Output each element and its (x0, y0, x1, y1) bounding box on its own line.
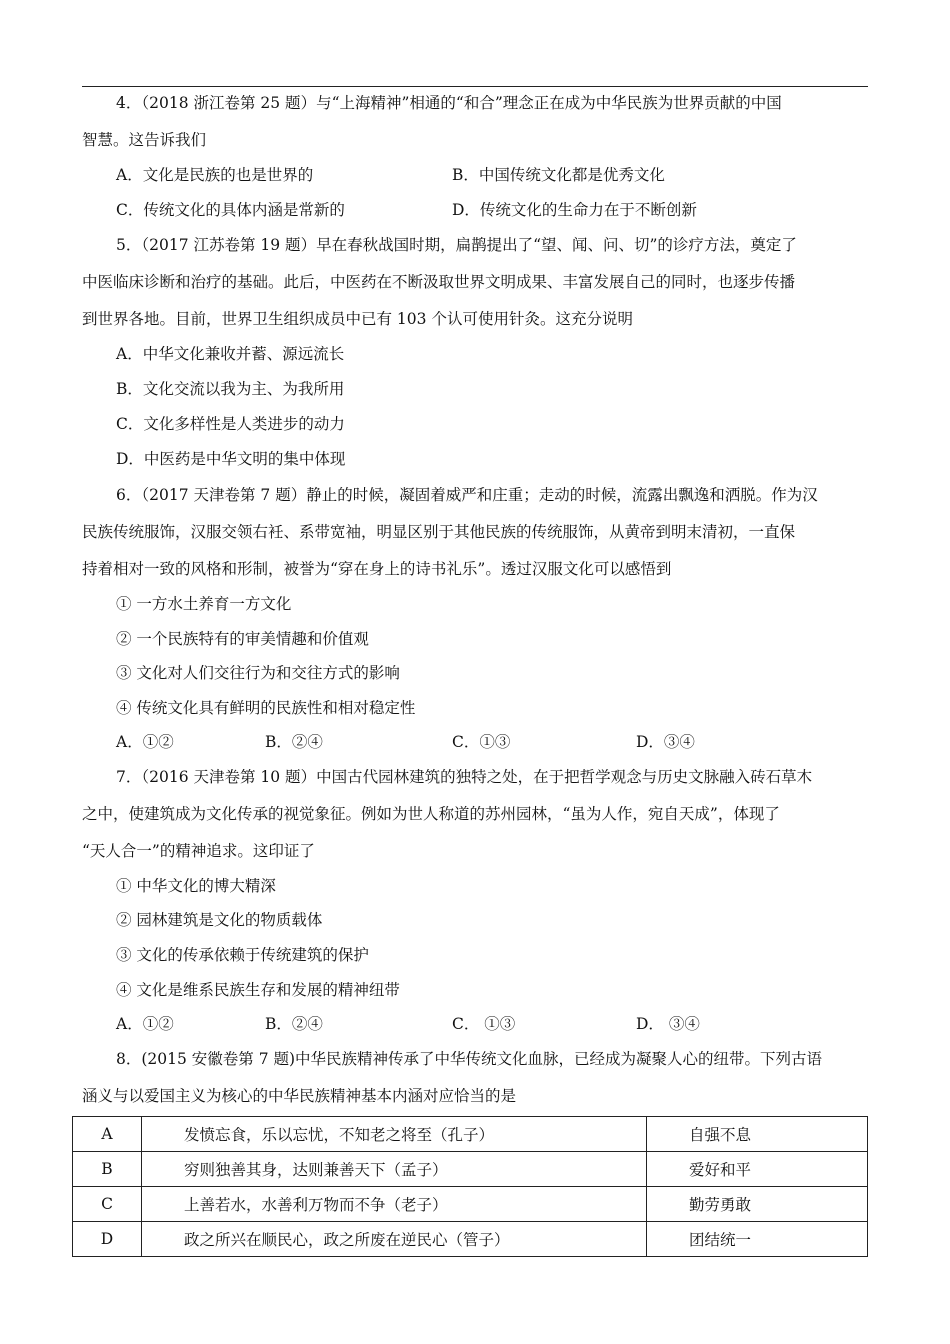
q6-statement-4: ④ 传统文化具有鲜明的民族性和相对稳定性 (116, 699, 416, 717)
q5-option-b[interactable]: B．文化交流以我为主、为我所用 (116, 380, 345, 398)
row-label: D (73, 1222, 142, 1257)
q7-stem-line2: 之中，使建筑成为文化传承的视觉象征。例如为世人称道的苏州园林，“虽为人作，宛自天成”，体现了 (82, 805, 780, 823)
q8-stem-line2: 涵义与以爱国主义为核心的中华民族精神基本内涵对应恰当的是 (82, 1087, 517, 1105)
q5-stem-line2: 中医临床诊断和治疗的基础。此后，中医药在不断汲取世界文明成果、丰富发展自己的同时，也逐步传播 (82, 273, 796, 291)
table-row[interactable] (73, 1187, 868, 1222)
q5-option-c[interactable]: C．文化多样性是人类进步的动力 (116, 415, 345, 433)
q6-stem-line1: 6．（2017 天津卷第 7 题）静止的时候，凝固着威严和庄重；走动的时候，流露出飘逸和洒脱。作为汉 (116, 486, 818, 504)
q7-option-d[interactable]: D． ③④ (636, 1015, 700, 1033)
q6-option-c[interactable]: C．①③ (452, 733, 511, 751)
q8-stem-line1: 8．(2015 安徽卷第 7 题)中华民族精神传承了中华传统文化血脉，已经成为凝聚人心的纽带。下列古语 (116, 1050, 823, 1068)
row-quote: 发愤忘食，乐以忘忧，不知老之将至（孔子） (142, 1117, 647, 1152)
row-spirit: 自强不息 (647, 1117, 868, 1152)
q7-stem-line3: “天人合一”的精神追求。这印证了 (82, 842, 315, 860)
q4-stem-line2: 智慧。这告诉我们 (82, 131, 207, 149)
row-label: B (73, 1152, 142, 1187)
table-row[interactable] (73, 1222, 868, 1257)
q6-statement-1: ① 一方水土养育一方文化 (116, 595, 292, 613)
q6-stem-line3: 持着相对一致的风格和形制，被誉为“穿在身上的诗书礼乐”。透过汉服文化可以感悟到 (82, 560, 672, 578)
table-row[interactable] (73, 1117, 868, 1152)
row-label: A (73, 1117, 142, 1152)
q6-option-b[interactable]: B．②④ (265, 733, 323, 751)
table-row[interactable] (73, 1152, 868, 1187)
q6-option-d[interactable]: D．③④ (636, 733, 695, 751)
row-spirit: 团结统一 (647, 1222, 868, 1257)
q7-option-c[interactable]: C． ①③ (452, 1015, 516, 1033)
q7-statement-3: ③ 文化的传承依赖于传统建筑的保护 (116, 946, 369, 964)
q5-option-a[interactable]: A．中华文化兼收并蓄、源远流长 (116, 345, 345, 363)
row-spirit: 勤劳勇敢 (647, 1187, 868, 1222)
q6-statement-2: ② 一个民族特有的审美情趣和价值观 (116, 630, 369, 648)
q7-option-a[interactable]: A．①② (116, 1015, 174, 1033)
row-quote: 政之所兴在顺民心，政之所废在逆民心（管子） (142, 1222, 647, 1257)
q6-stem-line2: 民族传统服饰，汉服交领右衽、系带宽袖，明显区别于其他民族的传统服饰，从黄帝到明末清初，一直保 (82, 523, 796, 541)
row-quote: 穷则独善其身，达则兼善天下（孟子） (142, 1152, 647, 1187)
q4-option-c[interactable]: C．传统文化的具体内涵是常新的 (116, 201, 345, 219)
q7-option-b[interactable]: B．②④ (265, 1015, 323, 1033)
q7-statement-2: ② 园林建筑是文化的物质载体 (116, 911, 323, 929)
q4-option-b[interactable]: B．中国传统文化都是优秀文化 (452, 166, 665, 184)
row-spirit: 爱好和平 (647, 1152, 868, 1187)
q7-statement-4: ④ 文化是维系民族生存和发展的精神纽带 (116, 981, 400, 999)
q6-option-a[interactable]: A．①② (116, 733, 174, 751)
q5-stem-line3: 到世界各地。目前，世界卫生组织成员中已有 103 个认可使用针灸。这充分说明 (82, 310, 633, 328)
q4-option-a[interactable]: A．文化是民族的也是世界的 (116, 166, 314, 184)
q7-stem-line1: 7．（2016 天津卷第 10 题）中国古代园林建筑的独特之处，在于把哲学观念与历史文脉融入砖石草木 (116, 768, 813, 786)
header-rule (82, 86, 868, 87)
q5-option-d[interactable]: D．中医药是中华文明的集中体现 (116, 450, 346, 468)
q5-stem-line1: 5．（2017 江苏卷第 19 题）早在春秋战国时期，扁鹊提出了“望、闻、问、切”的诊疗方法，奠定了 (116, 236, 797, 254)
row-label: C (73, 1187, 142, 1222)
q4-stem-line1: 4．（2018 浙江卷第 25 题）与“上海精神”相通的“和合”理念正在成为中华民族为世界贡献的中国 (116, 94, 782, 112)
q8-answer-table (72, 1116, 868, 1257)
q6-statement-3: ③ 文化对人们交往行为和交往方式的影响 (116, 664, 400, 682)
q7-statement-1: ① 中华文化的博大精深 (116, 877, 276, 895)
q4-option-d[interactable]: D．传统文化的生命力在于不断创新 (452, 201, 697, 219)
row-quote: 上善若水，水善利万物而不争（老子） (142, 1187, 647, 1222)
